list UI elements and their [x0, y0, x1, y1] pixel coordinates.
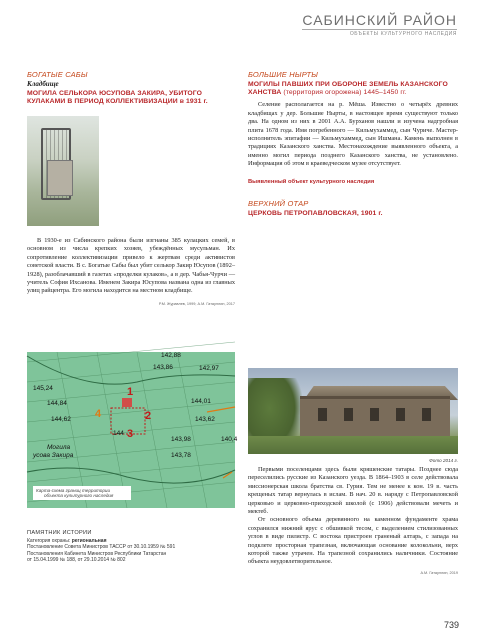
map-elevation: 142,88 [161, 352, 181, 359]
right-column [248, 70, 458, 218]
right-section2-title: ВЕРХНИЙ ОТАР [248, 198, 309, 208]
left-object-heading [27, 90, 235, 106]
church-heading: ЦЕРКОВЬ ПЕТРОПАВЛОВСКАЯ, 1901 г. [248, 209, 383, 217]
left-heading-year: в 1931 г. [179, 98, 208, 106]
decree-line: от 15.04.1999 № 188, от 29.10.2014 № 802 [27, 557, 126, 564]
map-elevation: 140,4 [221, 436, 238, 443]
photo-caption: Фото 2014 г. [429, 458, 458, 463]
left-section-subtitle: Кладбище [27, 80, 59, 88]
map-caption-line: Карта-схема границ территории [36, 488, 111, 493]
map-grave-label: Могила [47, 444, 71, 451]
window-graphic [396, 408, 405, 421]
map-point-number: 4 [95, 408, 102, 420]
left-text-block [27, 237, 235, 306]
church-paragraph: От основного объема деревянного на каменном фундаменте храма сохранился нижний ярус с обшивкой тесом, с выделением стилизованных углов в виде пилястр. С востока пристроен граненый алтарь, с запада на подклете просторная трапезная, включающая основание колокольни, верх которой также утрачен. На трапезной сохранились наличники. Состояние объекта неудовлетворительное. [248, 516, 458, 566]
left-heading-text: МОГИЛА СЕЛЬКОРА ЮСУПОВА ЗАКИРА, УБИТОГО КУЛАКАМИ В ПЕРИОД КОЛЛЕКТИВИЗАЦИИ [27, 90, 203, 106]
map-grave-label: усова Закира [33, 452, 74, 459]
site-map [27, 352, 238, 508]
map-elevation: 143,86 [153, 364, 173, 371]
map-elevation: 143,62 [195, 416, 215, 423]
right-lower-text [248, 458, 458, 575]
map-caption-line: объекта культурного наследия [44, 493, 114, 498]
right-heading-extra: (территория огорожена) 1445–1450 гг. [283, 89, 407, 97]
left-paragraph: В 1930-е из Сабинского района были изгнаны 385 кулацких семей, в основном из числа крепких хозяев, убеждённых мусульман. Их сопротивление коллективизации привело к жертвам среди активистов советской власти. В с. Богатые Сабы был убит селькор Закир Юсупов (1892–1928), разоблачавший в газетах «проделки кулаков», а в дер. Чабья-Чурчи — учитель София Ихсанова. Именем Закира Юсупова названа одна из главных улиц райцентра. Его могила находится на местном кладбище. [27, 237, 235, 295]
map-elevation: 144 [113, 430, 124, 437]
map-point-number: 2 [145, 410, 152, 422]
church-photo [248, 368, 458, 454]
window-graphic [344, 408, 353, 421]
map-caption-box [33, 486, 131, 500]
map-elevation: 144,84 [47, 400, 67, 407]
right-credit: А.М. Гатауллин, 2019 [420, 570, 458, 575]
left-section-title: БОГАТЫЕ САБЫ [27, 70, 88, 79]
protection-info [27, 530, 235, 564]
window-graphic [370, 408, 379, 421]
gravestone-graphic [47, 160, 73, 196]
map-point-number: 1 [127, 386, 134, 398]
identified-object-label: Выявленный объект культурного наследия [248, 178, 375, 185]
decree-line: Постановление Совета Министров ТАССР от 30.10.1959 № 591 [27, 544, 176, 551]
category-label: Категория охраны: [27, 537, 71, 544]
map-point-number: 3 [127, 428, 134, 440]
church-paragraph: Первыми поселенцами здесь были кряшенские татары. Позднее сюда переселились русские из Казанского уезда. В 1864–1903 в селе действовала миссионерская школа братства св. Гурия. Тем не менее к кон. 19 в. часть крещеных татар вернулась в ислам. В нач. 20 в. наряду с Петропавловской церковью и церковно-приходской школой (с 1906) действовали мечеть и мектеб. [248, 466, 458, 516]
window-graphic [422, 408, 431, 421]
map-elevation: 143,78 [171, 452, 191, 459]
category-value: региональная [71, 537, 107, 544]
map-elevation: 144,01 [191, 398, 211, 405]
right-heading-text: МОГИЛЫ ПАВШИХ ПРИ ОБОРОНЕ ЗЕМЕЛЬ КАЗАНСКОГО ХАНСТВА [248, 81, 448, 97]
monument-type: ПАМЯТНИК ИСТОРИИ [27, 530, 92, 536]
grass-graphic [248, 436, 458, 454]
map-elevation: 142,97 [199, 365, 219, 372]
right-section-title: БОЛЬШИЕ НЫРТЫ [248, 70, 319, 79]
window-graphic [318, 408, 327, 421]
right-object-heading [248, 81, 458, 97]
running-header [302, 12, 457, 37]
decree-line: Постановления Кабинета Министров Республики Татарстан [27, 550, 167, 557]
section-subtitle: ОБЪЕКТЫ КУЛЬТУРНОГО НАСЛЕДИЯ [302, 29, 457, 37]
left-credit: Р.М. Журавлев, 1999; А.М. Гатауллин, 2017 [158, 301, 235, 306]
left-column [27, 70, 235, 106]
page-number: 739 [443, 620, 459, 630]
grave-photo [27, 116, 99, 226]
right-paragraph: Селение располагается на р. Мёша. Известно о четырёх древних кладбищах у дер. Большие Нырты, в настоящее время существуют только два. На одном из них в 2001 А.А. Бурханов нашли и изучена надгробная плита 1678 года. Имя погребенного — Кильмухаммед, сын Чуриче. Мастер-исполнитель эпитафии — Кильмухаммед, сын Ишмана. Камень выполнен в традициях Казанского ханства. Местонахождение выявленного объекта, а именно могил периода позднего Казанского ханства, не установлено. Информация об этом в краеведческом музее отсутствует. [248, 101, 458, 168]
district-title: САБИНСКИЙ РАЙОН [302, 12, 457, 28]
map-elevation: 143,98 [171, 436, 191, 443]
category-line [27, 538, 235, 545]
map-elevation: 145,24 [33, 385, 53, 392]
map-elevation: 144,62 [51, 416, 71, 423]
